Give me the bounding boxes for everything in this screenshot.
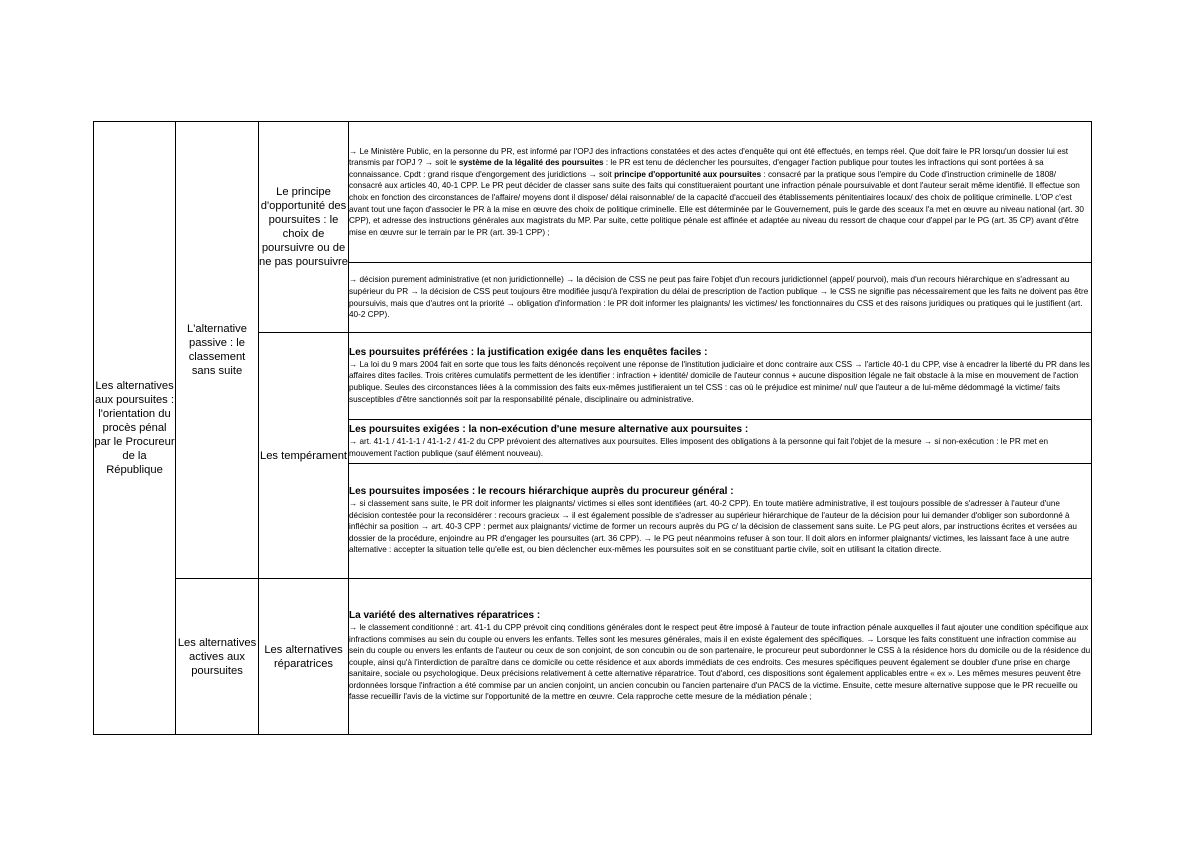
reparative-alternatives-label: Les alternatives réparatrices [264, 643, 343, 670]
summary-table [93, 121, 1092, 735]
reparative-text: → le classement conditionné : art. 41-1 du CPP prévoit cinq conditions générales dont le respect peut être imposé à l'auteur de toute infraction pénale auxquelles il faut ajouter une condition spécifique aux infractions commises au sein du couple ou envers les enfants. Telles sont les mesures générales, mais il en existe également des spécifiques. → Lorsque les faits constituent une infraction commise au sein du couple ou envers les enfants de l'auteur ou ceux de son conjoint, de son concubin ou de son partenaire, le procureur peut subordonner le CSS à la résidence hors du domicile ou de la résidence du couple, ainsi qu'à l'interdiction de paraître dans ce domicile ou cette résidence et aux abords immédiats de ces endroits. Ces mesures spécifiques peuvent également se doubler d'une prise en charge sanitaire, sociale ou psychologique. Deux précisions relativement à cette alternative réparatrice. Tout d'abord, ces dispositions sont également applicables entre « ex ». Les mêmes mesures peuvent être ordonnées lorsque l'infraction a été commise par un ancien conjoint, un ancien concubin ou l'ancien partenaire d'un PACS de la victime. Ensuite, cette mesure alternative suppose que le PR recueille ou fasse recueillir l'avis de la victime sur l'opportunité de la mettre en œuvre. Cela rapproche cette mesure de la médiation pénale ; [349, 622, 1091, 702]
main-topic-cell [94, 122, 176, 735]
temperament-cell [259, 333, 349, 579]
required-prosecution-heading: Les poursuites exigées : la non-exécution d'une mesure alternative aux poursuites : [349, 423, 749, 435]
opportunity-principle-label: Le principe d'opportunité des poursuites : le choix de poursuivre ou de ne pas poursuivre [259, 186, 348, 268]
opportunity-principle-cell [259, 122, 349, 333]
imposed-prosecution-cell [349, 464, 1092, 579]
passive-alternative-cell [176, 122, 259, 579]
temperament-label: Les tempérament [259, 449, 348, 462]
main-topic-label: Les alternatives aux poursuites : l'orientation du procès pénal par le Procureur de la République [94, 380, 175, 476]
administrative-decision-cell [349, 263, 1092, 333]
active-alternatives-cell [176, 579, 259, 735]
preferred-prosecution-cell [349, 333, 1092, 420]
opportunity-paragraph: → Le Ministère Public, en la personne du PR, est informé par l'OPJ des infractions constatées et des actes d'enquête qui ont été effectués, en temps réel. Que doit faire le PR lorsqu'un dossier lui est transmis par l'OPJ ? → soit le système de la légalité des poursuites : le PR est tenu de déclencher les poursuites, d'engager l'action publique pour toutes les infractions qui sont portées à sa connaissance. Cpdt : grand risque d'engorgement des juridictions → soit principe d'opportunité aux poursuites : consacré par la pratique sous l'empire du Code d'instruction criminelle de 1808/ consacré aux articles 40, 40-1 CPP. Le PR peut décider de classer sans suite des faits qui constitueraient pourtant une infraction pénale poursuivable et dont l'auteur serait même identifié. Il effectue son choix en fonction des circonstances de l'affaire/ moyens dont il dispose/ délai raisonnable/ de la capacité d'accueil des établissements pénitentiaires locaux/ des choix de politique criminelle. L'OP c'est avant tout une façon d'associer le PR à la mise en œuvre des choix de politique criminelle. Elle est déterminée par le Gouvernement, puis le garde des sceaux l'a met en œuvre au niveau national (art. 30 CPP), et adresse des instructions générales aux magistrats du MP. Par suite, cette politique pénale est affinée et adaptée au niveau du ressort de chaque cour d'appel par le PG (art. 35 CP) avant d'être mise en œuvre sur le terrain par le PR (art. 39-1 CPP) ; [349, 146, 1084, 237]
required-prosecution-text: → art. 41-1 / 41-1-1 / 41-1-2 / 41-2 du CPP prévoient des alternatives aux poursuites. Elles imposent des obligations à la personne qui fait l'objet de la mesure → si non-exécution : le PR met en mouvement l'action publique (sauf élément nouveau). [349, 436, 1049, 458]
imposed-prosecution-heading: Les poursuites imposées : le recours hiérarchique auprès du procureur général : [349, 486, 734, 498]
reparative-heading: La variété des alternatives réparatrices : [349, 609, 541, 621]
imposed-prosecution-text: → si classement sans suite, le PR doit informer les plaignants/ victimes si elles sont identifiées (art. 40-2 CPP). En toute matière administrative, il est toujours possible de s'adresser à l'auteur d'une décision contestée pour la reconsidérer : recours gracieux → il est également possible de s'adresser au supérieur hiérarchique de l'auteur de la décision pour lui demander d'obliger son subordonné à infléchir sa position → art. 40-3 CPP : permet aux plaignants/ victime de former un recours auprès du PG c/ la décision de classement sans suite. Le PG peut alors, par instructions écrites et versées au dossier de la procédure, enjoindre au PR d'engager les poursuites (art. 36 CPP). → le PG peut néanmoins refuser à son tour. Il doit alors en informer plaignants/ victimes, les laissant face à une autre alternative : accepter la situation telle qu'elle est, ou bien déclencher eux-mêmes les poursuites soit en se constituant partie civile, soit en utilisant la citation directe. [349, 499, 1077, 555]
preferred-prosecution-heading: Les poursuites préférées : la justification exigée dans les enquêtes faciles : [349, 346, 708, 358]
preferred-prosecution-text: → La loi du 9 mars 2004 fait en sorte que tous les faits dénoncés reçoivent une réponse de l'institution judiciaire et donc contraire aux CSS → l'article 40-1 du CPP, vise à encadrer la liberté du PR dans les affaires dites faciles. Trois critères cumulatifs permettent de les identifier : infraction + identité/ domicile de l'auteur connus + aucune disposition légale ne fait obstacle à la mise en mouvement de l'action publique. Seules des circonstances liées à la commission des faits eux-mêmes justifieraient un tel CSS : cas où le préjudice est minime/ nul/ que l'auteur a de lui-même dédommagé la victime/ faits susceptibles d'être sanctionnés soit par la responsabilité pénale, disciplinaire ou administrative. [349, 359, 1090, 404]
passive-alternative-label: L'alternative passive : le classement sans suite [187, 323, 247, 377]
reparative-alternatives-cell [259, 579, 349, 735]
reparative-text-cell [349, 579, 1092, 735]
active-alternatives-label: Les alternatives actives aux poursuites [177, 636, 257, 677]
required-prosecution-cell [349, 420, 1092, 464]
administrative-decision-text: → décision purement administrative (et non juridictionnelle) → la décision de CSS ne peut pas faire l'objet d'un recours juridictionnel (appel/ pourvoi), mais d'un recours hiérarchique en s'adressant au supérieur du PR → la décision de CSS peut toujours être modifiée jusqu'à l'expiration du délai de prescription de l'action publique → le CSS ne signifie pas nécessairement que les faits ne doivent pas être poursuivis, mais que d'autres ont la priorité → obligation d'information : le PR doit informer les plaignants/ les victimes/ les fonctionnaires du CSS et des raisons juridiques ou pratiques qui le justifient (art. 40-2 CPP). [349, 275, 1089, 320]
opportunity-text-cell [349, 122, 1092, 263]
